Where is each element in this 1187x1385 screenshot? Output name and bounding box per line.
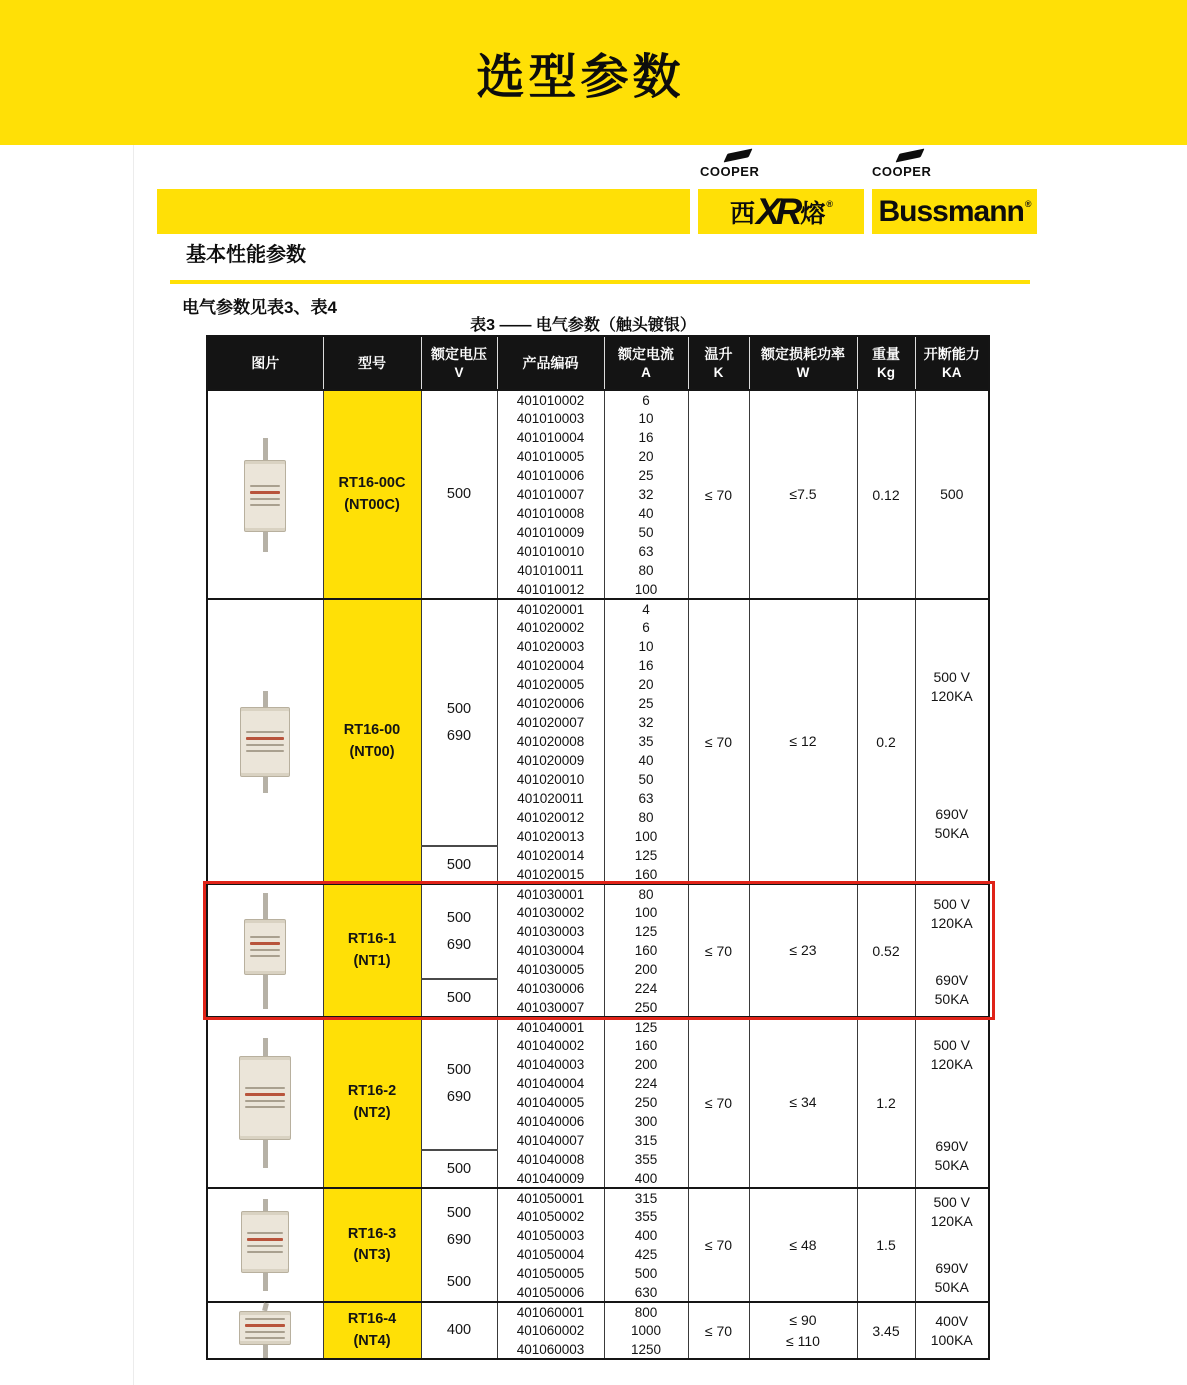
model-cell: RT16-00 (NT00) [323, 599, 421, 884]
temp-rise-cell: ≤ 70 [688, 599, 749, 884]
spec-table-wrap [206, 335, 992, 1360]
rated-current-cell: 50 [604, 523, 688, 542]
weight-cell: 0.12 [857, 390, 915, 599]
breaking-capacity-cell: 400V 100KA [915, 1302, 989, 1359]
column-header-4: 产品编码 [497, 336, 604, 390]
product-code-cell: 401040009 [497, 1169, 604, 1188]
product-code-cell: 401010005 [497, 447, 604, 466]
product-code-cell: 401010004 [497, 428, 604, 447]
fuse-label-line [250, 498, 280, 500]
product-code-cell: 401030002 [497, 903, 604, 922]
fuse-label-line [247, 1238, 283, 1241]
temp-rise-cell: ≤ 70 [688, 1017, 749, 1188]
power-loss-cell: ≤ 90 ≤ 110 [749, 1302, 857, 1359]
rated-current-cell: 160 [604, 865, 688, 884]
product-code-cell: 401020007 [497, 713, 604, 732]
product-code-cell: 401030003 [497, 922, 604, 941]
product-code-cell: 401040007 [497, 1131, 604, 1150]
fuse-label-line [245, 1100, 285, 1102]
product-code-cell: 401050006 [497, 1283, 604, 1302]
column-header-3: 额定电压 V [421, 336, 497, 390]
temp-rise-cell: ≤ 70 [688, 1188, 749, 1302]
rated-current-cell: 6 [604, 390, 688, 409]
table-row [207, 1017, 989, 1036]
fuse-label-line [245, 1337, 285, 1339]
product-code-cell: 401060003 [497, 1340, 604, 1359]
product-code-cell: 401010012 [497, 580, 604, 599]
fuse-blade-bottom [263, 1345, 268, 1358]
rated-current-cell: 32 [604, 485, 688, 504]
product-code-cell: 401010002 [497, 390, 604, 409]
voltage-cell: 500 [421, 1264, 497, 1302]
rated-current-cell: 40 [604, 751, 688, 770]
rated-current-cell: 800 [604, 1302, 688, 1321]
rated-current-cell: 400 [604, 1226, 688, 1245]
rated-current-cell: 100 [604, 903, 688, 922]
weight-cell: 1.5 [857, 1188, 915, 1302]
fuse-blade-bottom [263, 975, 268, 1009]
registered-mark: ® [1024, 198, 1032, 209]
product-code-cell: 401020015 [497, 865, 604, 884]
product-code-cell: 401040005 [497, 1093, 604, 1112]
fuse-label-line [246, 744, 284, 746]
rated-current-cell: 125 [604, 846, 688, 865]
rated-current-cell: 250 [604, 1093, 688, 1112]
fuse-blade-top [263, 438, 268, 460]
fuse-label-line [245, 1093, 285, 1096]
column-header-7: 额定损耗功率 W [749, 336, 857, 390]
cooper-logo [872, 164, 931, 179]
fuse-label-line [247, 1245, 283, 1247]
fuse-label-line [250, 955, 280, 957]
product-code-cell: 401050002 [497, 1207, 604, 1226]
product-code-cell: 401010011 [497, 561, 604, 580]
product-code-cell: 401020002 [497, 618, 604, 637]
xirong-prefix: 西 [729, 199, 755, 228]
fuse-label-line [245, 1087, 285, 1089]
product-code-cell: 401010006 [497, 466, 604, 485]
cooper-flag-icon [895, 148, 924, 162]
product-photo-cell [207, 1017, 323, 1188]
breaking-capacity-cell: 500 V 120KA 690V 50KA [915, 1017, 989, 1188]
fuse-label-line [246, 737, 284, 740]
product-code-cell: 401010003 [497, 409, 604, 428]
breaking-capacity-cell: 500 V 120KA 690V 50KA [915, 599, 989, 884]
temp-rise-cell: ≤ 70 [688, 390, 749, 599]
bussmann-wordmark: Bussmann [878, 194, 1024, 228]
product-code-cell: 401030007 [497, 998, 604, 1017]
weight-cell: 0.52 [857, 884, 915, 1017]
model-cell: RT16-00C (NT00C) [323, 390, 421, 599]
product-code-cell: 401020009 [497, 751, 604, 770]
product-code-cell: 401050004 [497, 1245, 604, 1264]
product-code-cell: 401050001 [497, 1188, 604, 1207]
fuse-blade-bottom [263, 532, 268, 552]
rated-current-cell: 224 [604, 979, 688, 998]
title-banner [0, 0, 1187, 145]
rated-current-cell: 10 [604, 409, 688, 428]
rated-current-cell: 80 [604, 561, 688, 580]
rated-current-cell: 25 [604, 466, 688, 485]
fuse-body [239, 1311, 291, 1345]
product-code-cell: 401020004 [497, 656, 604, 675]
rated-current-cell: 40 [604, 504, 688, 523]
fuse-label-line [250, 504, 280, 506]
rated-current-cell: 20 [604, 447, 688, 466]
rated-current-cell: 224 [604, 1074, 688, 1093]
voltage-cell: 500 690 [421, 1188, 497, 1264]
rated-current-cell: 10 [604, 637, 688, 656]
product-code-cell: 401030006 [497, 979, 604, 998]
product-code-cell: 401040008 [497, 1150, 604, 1169]
rated-current-cell: 80 [604, 884, 688, 903]
page-edge-line [133, 145, 134, 1385]
model-cell: RT16-3 (NT3) [323, 1188, 421, 1302]
fuse-label-line [250, 949, 280, 951]
fuse-label-line [246, 731, 284, 733]
fuse-label-line [250, 942, 280, 945]
rated-current-cell: 63 [604, 542, 688, 561]
fuse-label-line [246, 750, 284, 752]
intro-text: 电气参数见表3、表4 [182, 298, 337, 317]
product-code-cell: 401060001 [497, 1302, 604, 1321]
fuse-photo [208, 438, 323, 552]
temp-rise-cell: ≤ 70 [688, 884, 749, 1017]
rated-current-cell: 160 [604, 941, 688, 960]
voltage-cell: 500 690 [421, 884, 497, 979]
product-code-cell: 401010009 [497, 523, 604, 542]
product-code-cell: 401020005 [497, 675, 604, 694]
fuse-photo [208, 1303, 323, 1358]
column-header-9: 开断能力 KA [915, 336, 989, 390]
product-code-cell: 401040002 [497, 1036, 604, 1055]
page-title: 选型参数 [476, 51, 685, 104]
rated-current-cell: 300 [604, 1112, 688, 1131]
fuse-blade-top [263, 1038, 268, 1056]
fuse-label-line [250, 936, 280, 938]
power-loss-cell: ≤ 12 [749, 599, 857, 884]
power-loss-cell: ≤ 48 [749, 1188, 857, 1302]
fuse-label-line [245, 1106, 285, 1108]
fuse-body [244, 460, 286, 532]
rated-current-cell: 35 [604, 732, 688, 751]
registered-mark: ® [826, 198, 834, 209]
rated-current-cell: 355 [604, 1150, 688, 1169]
fuse-label-line [245, 1324, 285, 1327]
temp-rise-cell: ≤ 70 [688, 1302, 749, 1359]
product-code-cell: 401040001 [497, 1017, 604, 1036]
table-row [207, 1302, 989, 1321]
fuse-label-line [247, 1251, 283, 1253]
bussmann-logo [872, 189, 1037, 234]
yellow-rule [170, 280, 1030, 284]
rated-current-cell: 200 [604, 960, 688, 979]
fuse-blade-top [263, 893, 268, 919]
brand-bar [157, 189, 690, 234]
fuse-label-line [245, 1318, 285, 1320]
product-code-cell: 401020014 [497, 846, 604, 865]
fuse-photo [208, 691, 323, 793]
product-code-cell: 401040003 [497, 1055, 604, 1074]
breaking-capacity-cell: 500 V 120KA 690V 50KA [915, 1188, 989, 1302]
rated-current-cell: 4 [604, 599, 688, 618]
power-loss-cell: ≤7.5 [749, 390, 857, 599]
product-code-cell: 401020008 [497, 732, 604, 751]
xirong-logo [698, 189, 864, 234]
rated-current-cell: 16 [604, 428, 688, 447]
rated-current-cell: 125 [604, 1017, 688, 1036]
rated-current-cell: 6 [604, 618, 688, 637]
fuse-label-line [245, 1331, 285, 1333]
rated-current-cell: 63 [604, 789, 688, 808]
xirong-suffix: 熔 [800, 199, 826, 228]
product-photo-cell [207, 884, 323, 1017]
rated-current-cell: 100 [604, 580, 688, 599]
cooper-wordmark: COOPER [872, 164, 932, 179]
rated-current-cell: 500 [604, 1264, 688, 1283]
column-header-2: 型号 [323, 336, 421, 390]
rated-current-cell: 315 [604, 1131, 688, 1150]
model-cell: RT16-1 (NT1) [323, 884, 421, 1017]
rated-current-cell: 630 [604, 1283, 688, 1302]
fuse-label-line [250, 491, 280, 494]
table-row [207, 884, 989, 903]
rated-current-cell: 200 [604, 1055, 688, 1074]
product-code-cell: 401020001 [497, 599, 604, 618]
product-code-cell: 401050003 [497, 1226, 604, 1245]
product-code-cell: 401040004 [497, 1074, 604, 1093]
voltage-cell: 500 690 [421, 1017, 497, 1150]
header-row [207, 336, 989, 390]
rated-current-cell: 355 [604, 1207, 688, 1226]
voltage-cell: 500 690 [421, 599, 497, 846]
column-header-6: 温升 K [688, 336, 749, 390]
fuse-label-line [250, 485, 280, 487]
voltage-cell: 500 [421, 846, 497, 884]
voltage-cell: 500 [421, 979, 497, 1017]
voltage-cell: 400 [421, 1302, 497, 1359]
column-header-1: 图片 [207, 336, 323, 390]
table-caption: 表3 —— 电气参数（触头镀银） [470, 317, 696, 334]
fuse-blade-top [263, 1199, 268, 1211]
model-cell: RT16-2 (NT2) [323, 1017, 421, 1188]
rated-current-cell: 1000 [604, 1321, 688, 1340]
rated-current-cell: 1250 [604, 1340, 688, 1359]
product-code-cell: 401030005 [497, 960, 604, 979]
fuse-body [241, 1211, 289, 1273]
product-code-cell: 401020003 [497, 637, 604, 656]
fuse-body [239, 1056, 291, 1140]
voltage-cell: 500 [421, 1150, 497, 1188]
product-code-cell: 401060002 [497, 1321, 604, 1340]
product-photo-cell [207, 1302, 323, 1359]
rated-current-cell: 50 [604, 770, 688, 789]
breaking-capacity-cell: 500 V 120KA 690V 50KA [915, 884, 989, 1017]
fuse-photo [208, 1199, 323, 1291]
product-code-cell: 401020011 [497, 789, 604, 808]
rated-current-cell: 125 [604, 922, 688, 941]
rated-current-cell: 250 [604, 998, 688, 1017]
fuse-blade-top [263, 691, 268, 707]
fuse-blade-bottom [263, 1273, 268, 1291]
rated-current-cell: 315 [604, 1188, 688, 1207]
fuse-blade-bottom [263, 1140, 268, 1168]
column-header-8: 重量 Kg [857, 336, 915, 390]
model-cell: RT16-4 (NT4) [323, 1302, 421, 1359]
rated-current-cell: 425 [604, 1245, 688, 1264]
product-code-cell: 401030001 [497, 884, 604, 903]
fuse-label-line [247, 1232, 283, 1234]
power-loss-cell: ≤ 34 [749, 1017, 857, 1188]
cooper-wordmark: COOPER [700, 164, 760, 179]
product-code-cell: 401010008 [497, 504, 604, 523]
product-code-cell: 401020012 [497, 808, 604, 827]
rated-current-cell: 160 [604, 1036, 688, 1055]
rated-current-cell: 25 [604, 694, 688, 713]
product-code-cell: 401050005 [497, 1264, 604, 1283]
breaking-capacity-cell: 500 [915, 390, 989, 599]
cooper-logo [700, 164, 759, 179]
section-heading: 基本性能参数 [186, 244, 306, 266]
fuse-photo [208, 1038, 323, 1168]
spec-table [206, 335, 990, 1360]
product-code-cell: 401020010 [497, 770, 604, 789]
product-code-cell: 401020013 [497, 827, 604, 846]
cooper-flag-icon [723, 148, 752, 162]
rated-current-cell: 16 [604, 656, 688, 675]
fuse-body [244, 919, 286, 975]
weight-cell: 1.2 [857, 1017, 915, 1188]
rated-current-cell: 32 [604, 713, 688, 732]
power-loss-cell: ≤ 23 [749, 884, 857, 1017]
voltage-cell: 500 [421, 390, 497, 599]
column-header-5: 额定电流 A [604, 336, 688, 390]
product-photo-cell [207, 1188, 323, 1302]
product-code-cell: 401030004 [497, 941, 604, 960]
product-photo-cell [207, 390, 323, 599]
product-code-cell: 401010010 [497, 542, 604, 561]
rated-current-cell: 400 [604, 1169, 688, 1188]
product-code-cell: 401020006 [497, 694, 604, 713]
rated-current-cell: 20 [604, 675, 688, 694]
weight-cell: 0.2 [857, 599, 915, 884]
weight-cell: 3.45 [857, 1302, 915, 1359]
table-row [207, 599, 989, 618]
product-code-cell: 401010007 [497, 485, 604, 504]
table-row [207, 390, 989, 409]
rated-current-cell: 80 [604, 808, 688, 827]
xr-monogram: XR [755, 190, 798, 232]
product-code-cell: 401040006 [497, 1112, 604, 1131]
product-photo-cell [207, 599, 323, 884]
fuse-photo [208, 893, 323, 1009]
rated-current-cell: 100 [604, 827, 688, 846]
table-row [207, 1188, 989, 1207]
fuse-body [240, 707, 290, 777]
fuse-blade-bottom [263, 777, 268, 793]
